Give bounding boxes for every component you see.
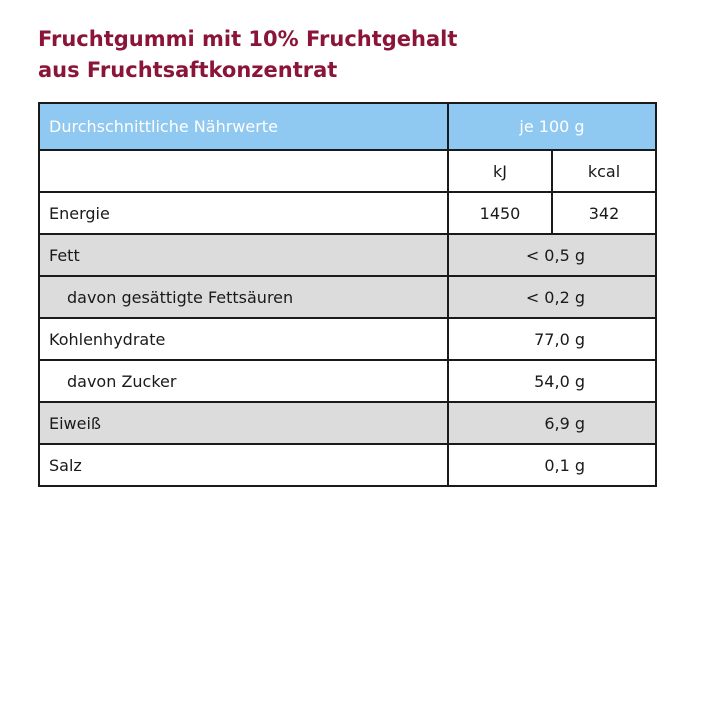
energy-kj-value: 1450 <box>448 192 552 234</box>
energy-kcal-value: 342 <box>552 192 656 234</box>
unit-kj: kJ <box>448 150 552 192</box>
row-label: davon Zucker <box>39 360 448 402</box>
product-title <box>38 24 678 86</box>
row-value: 54,0 g <box>448 360 656 402</box>
row-value: < 0,5 g <box>448 234 656 276</box>
row-label: Fett <box>39 234 448 276</box>
table-row <box>39 318 656 360</box>
row-label: Eiweiß <box>39 402 448 444</box>
units-empty-cell <box>39 150 448 192</box>
units-row <box>39 150 656 192</box>
row-label: davon gesättigte Fettsäuren <box>39 276 448 318</box>
header-label: Durchschnittliche Nährwerte <box>39 103 448 150</box>
table-row <box>39 444 656 486</box>
product-title-line-2: aus Fruchtsaftkonzentrat <box>38 58 338 82</box>
product-title-line-1: Fruchtgummi mit 10% Fruchtgehalt <box>38 27 458 51</box>
energy-row <box>39 192 656 234</box>
row-value: < 0,2 g <box>448 276 656 318</box>
row-label: Kohlenhydrate <box>39 318 448 360</box>
header-per-100g: je 100 g <box>448 103 656 150</box>
row-value: 0,1 g <box>448 444 656 486</box>
table-header-row <box>39 103 656 150</box>
row-label: Salz <box>39 444 448 486</box>
nutrition-table <box>38 102 657 487</box>
row-value: 6,9 g <box>448 402 656 444</box>
row-value: 77,0 g <box>448 318 656 360</box>
table-row <box>39 402 656 444</box>
unit-kcal: kcal <box>552 150 656 192</box>
table-row <box>39 360 656 402</box>
table-row <box>39 276 656 318</box>
table-row <box>39 234 656 276</box>
energy-label: Energie <box>39 192 448 234</box>
